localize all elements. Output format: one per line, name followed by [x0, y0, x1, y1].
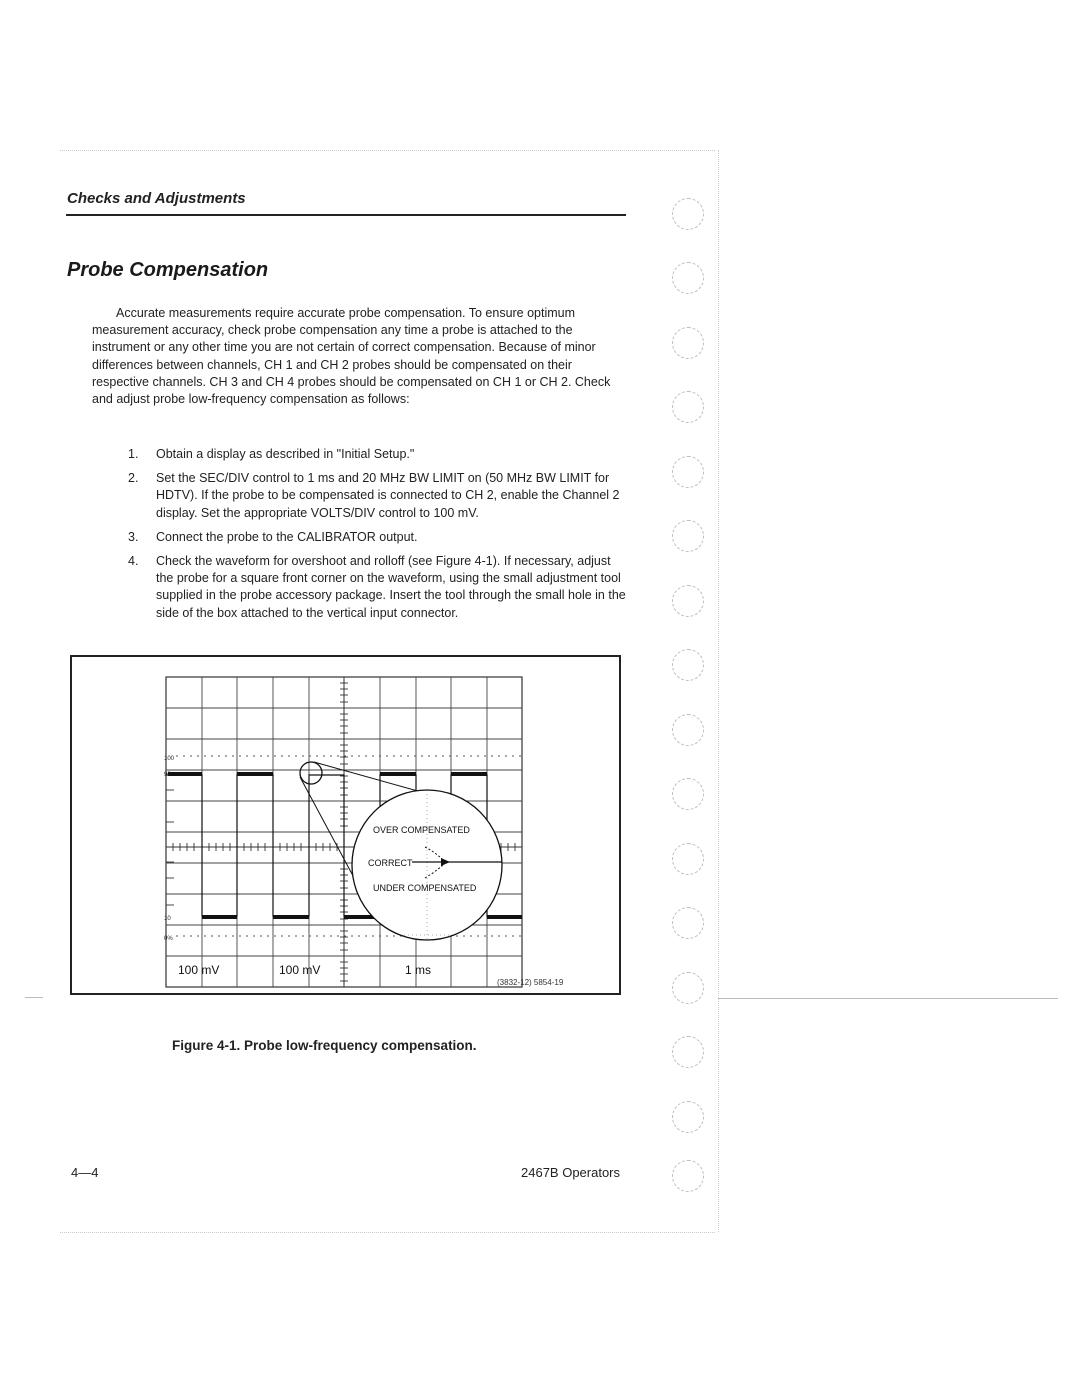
step-number: 1.	[128, 447, 139, 461]
binder-hole	[672, 778, 704, 810]
binder-hole	[672, 585, 704, 617]
binder-hole	[672, 972, 704, 1004]
page-number: 4—4	[71, 1165, 99, 1180]
step-number: 2.	[128, 471, 139, 486]
ch2-readout: 100 mV	[279, 963, 321, 977]
graticule-label-100: 100	[164, 756, 175, 762]
binder-hole	[672, 198, 704, 230]
under-compensated-label: UNDER COMPENSATED	[373, 883, 477, 893]
binder-hole	[672, 1160, 704, 1192]
step-number: 3.	[128, 529, 139, 544]
binder-hole	[672, 649, 704, 681]
binder-hole	[672, 520, 704, 552]
graticule-label-90: 90	[164, 772, 171, 778]
section-label: Checks and Adjustments	[67, 190, 246, 207]
binder-hole	[672, 714, 704, 746]
binder-hole	[672, 1101, 704, 1133]
step-number: 4.	[128, 554, 139, 569]
over-compensated-label: OVER COMPENSATED	[373, 825, 470, 835]
intro-paragraph: Accurate measurements require accurate probe compensation. To ensure optimum measurement accuracy, check probe compensation any time a probe is attached to the instrument or any other time you are not certain of correct compensation. Because of minor differences between channels, CH 1 and CH 2 probes should be compensated on their respective channels. CH 3 and CH 4 probes should be compensated on CH 1 or CH 2. Check and adjust probe low-frequency compensation as follows:	[92, 306, 611, 407]
graticule-label-0: 0%	[164, 936, 173, 942]
binder-hole	[672, 456, 704, 488]
figure-caption: Figure 4-1. Probe low-frequency compensation.	[172, 1038, 477, 1053]
step-text: Obtain a display as described in "Initial Setup."	[156, 447, 415, 461]
binder-hole	[672, 1036, 704, 1068]
ch1-readout: 100 mV	[178, 963, 220, 977]
step-text: Check the waveform for overshoot and rolloff (see Figure 4-1). If necessary, adjust the probe for a square front corner on the waveform, using the small adjustment tool supplied in the probe accessory package. Insert the tool through the small hole in the side of the box attached to the vertical input connector.	[156, 554, 626, 620]
binder-hole	[672, 262, 704, 294]
manual-name: 2467B Operators	[521, 1165, 621, 1180]
corner-highlight-circle	[300, 762, 322, 784]
binder-hole	[672, 327, 704, 359]
binder-hole	[672, 907, 704, 939]
correct-label: CORRECT	[368, 858, 413, 868]
figure-code: (3832-12) 5854-19	[497, 978, 564, 987]
graticule-label-10: 10	[164, 916, 171, 922]
binder-hole	[672, 843, 704, 875]
step-text: Connect the probe to the CALIBRATOR output.	[156, 529, 418, 544]
timebase-readout: 1 ms	[405, 963, 432, 977]
binder-hole	[672, 391, 704, 423]
step-text: Set the SEC/DIV control to 1 ms and 20 MHz BW LIMIT on (50 MHz BW LIMIT for HDTV). If the probe to be compensated is connected to CH 2, enable the Channel 2 display. Set the appropriate VOLTS/DIV control to 100 mV.	[156, 471, 620, 520]
page-title: Probe Compensation	[67, 259, 269, 281]
